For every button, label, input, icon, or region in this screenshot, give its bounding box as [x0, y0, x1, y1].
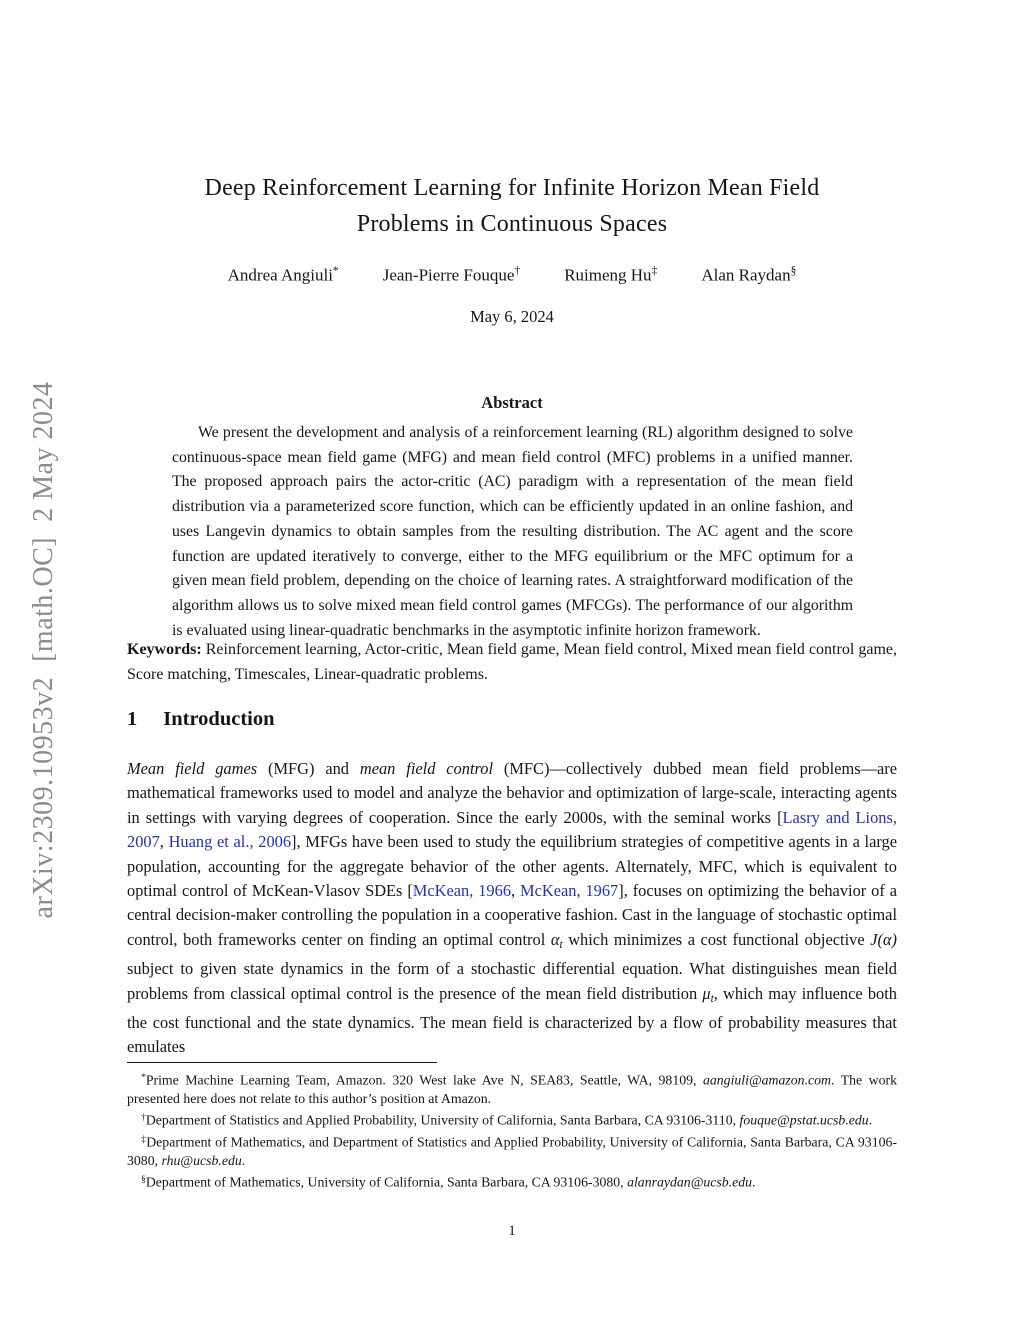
- abstract-heading: Abstract: [481, 393, 543, 412]
- author-name: Ruimeng Hu: [564, 265, 652, 285]
- page-number: 1: [508, 1223, 516, 1239]
- footnote-affiliation-4: §Department of Mathematics, University of California, Santa Barbara, CA 93106-3080, alanraydan@ucsb.edu.: [141, 1174, 756, 1190]
- introduction-paragraph: Mean field games (MFG) and mean field control (MFC)—collectively dubbed mean field problems—are mathematical frameworks used to model and analyze the behavior and optimization of large-scale, interacting agents in settings with varying degrees of cooperation. Since the early 2000s, with the seminal works [Lasry and Lions, 2007, Huang et al., 2006], MFGs have been used to study the equilibrium strategies of competitive agents in a large population, accounting for the aggregate behavior of the other agents. Alternately, MFC, which is equivalent to optimal control of McKean-Vlasov SDEs [McKean, 1966, McKean, 1967], focuses on optimizing the behavior of a central decision-maker controlling the population in a cooperative fashion. Cast in the language of stochastic optimal control, both frameworks center on finding an optimal control αt which minimizes a cost functional objective J(α) subject to given state dynamics in the form of a stochastic differential equation. What distinguishes mean field problems from classical optimal control is the presence of the mean field distribution μt, which may influence both the cost functional and the state dynamics. The mean field is characterized by a flow of probability measures that emulates: [127, 759, 898, 1057]
- author-footnote-mark: *: [332, 264, 339, 277]
- keywords-text: Reinforcement learning, Actor-critic, Mean field game, Mean field control, Mixed mean field control game, Score matching, Timescales, Linear-quadratic problems.: [127, 641, 898, 683]
- paper-date: May 6, 2024: [470, 307, 554, 326]
- author-ruimeng-hu: [564, 264, 657, 286]
- section-number: 1: [127, 708, 138, 730]
- footnote-affiliation-2: †Department of Statistics and Applied Probability, University of California, Santa Barbara, CA 93106-3110, fouque@pstat.ucsb.edu.: [141, 1112, 873, 1128]
- footnote-marker: §: [141, 1174, 146, 1186]
- footnote-affiliation-1: *Prime Machine Learning Team, Amazon. 320 West lake Ave N, SEA83, Seattle, WA, 98109, aangiuli@amazon.com. The work presented here does not relate to this author’s position at Amazon.: [127, 1072, 897, 1107]
- footnote-marker: *: [141, 1072, 146, 1083]
- citation-link[interactable]: McKean, 1966: [412, 881, 512, 901]
- paper-title-line2: Problems in Continuous Spaces: [356, 211, 668, 237]
- author-name: Andrea Angiuli: [227, 265, 333, 285]
- footnote-affiliation-3: ‡Department of Mathematics, and Department of Statistics and Applied Probability, University of California, Santa Barbara, CA 93106-3080, rhu@ucsb.edu.: [127, 1133, 897, 1169]
- author-name: Jean-Pierre Fouque: [382, 265, 515, 285]
- keywords-block: [127, 637, 897, 687]
- keywords-label: Keywords:: [127, 641, 202, 658]
- arxiv-watermark: arXiv:2309.10953v2 [math.OC] 2 May 2024: [28, 381, 59, 919]
- citation-link[interactable]: Huang et al., 2006: [168, 832, 292, 852]
- author-row: [127, 264, 897, 286]
- author-alan-raydan: [701, 264, 796, 286]
- footnotes-block: [127, 1068, 897, 1191]
- citation-link[interactable]: Lasry and Lions, 2007: [127, 807, 897, 852]
- paper-title: [127, 170, 897, 242]
- section-title: Introduction: [163, 708, 275, 730]
- author-footnote-mark: §: [790, 264, 797, 277]
- footnote-marker: ‡: [141, 1133, 147, 1145]
- paper-title-line1: Deep Reinforcement Learning for Infinite Horizon Mean Field: [204, 175, 820, 201]
- abstract-body: We present the development and analysis of a reinforcement learning (RL) algorithm designed to solve continuous-space mean field game (MFG) and mean field control (MFC) problems in a unified manner. The proposed approach pairs the actor-critic (AC) paradigm with a representation of the mean field distribution via a parameterized score function, which can be efficiently updated in an online fashion, and uses Langevin dynamics to obtain samples from the resulting distribution. The AC agent and the score function are updated iteratively to converge, either to the MFG equilibrium or the MFC optimum for a given mean field problem, depending on the choice of learning rates. A straightforward modification of the algorithm allows us to solve mixed mean field control games (MFCGs). The performance of our algorithm is evaluated using linear-quadratic benchmarks in the asymptotic infinite horizon framework.: [172, 424, 853, 639]
- author-andrea-angiuli: [228, 264, 339, 286]
- author-name: Alan Raydan: [701, 265, 791, 285]
- footnote-rule: [127, 1062, 437, 1063]
- section-heading-introduction: [127, 708, 897, 731]
- citation-link[interactable]: McKean, 1967: [520, 881, 619, 901]
- author-jean-pierre-fouque: [383, 264, 521, 286]
- author-footnote-mark: ‡: [651, 264, 658, 277]
- footnote-marker: †: [141, 1112, 146, 1124]
- author-footnote-mark: †: [514, 264, 521, 277]
